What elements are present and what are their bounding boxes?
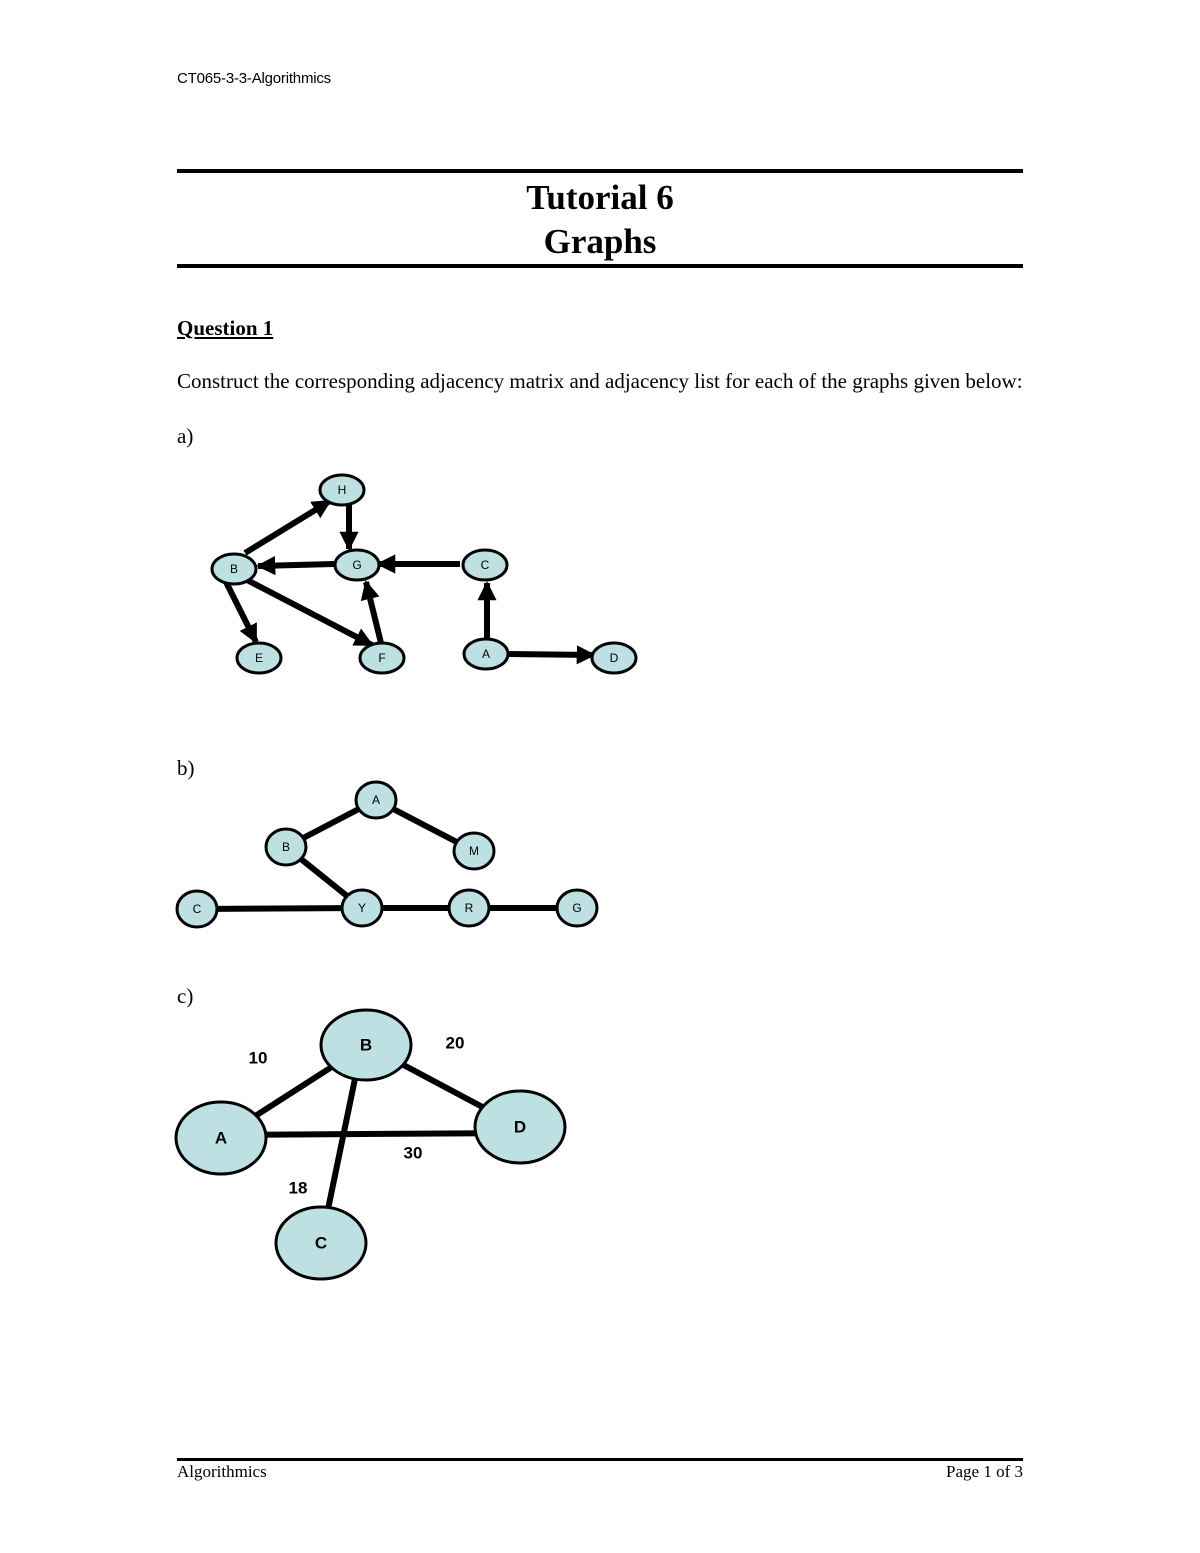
edge-a-B-F [247, 580, 372, 645]
footer-rule [177, 1458, 1023, 1461]
edge-a-B-H [245, 501, 330, 553]
node-b-M-label: M [469, 844, 479, 858]
question-heading: Question 1 [177, 316, 274, 340]
edge-a-F-G [366, 582, 381, 643]
node-a-A-label: A [481, 647, 491, 661]
node-a-C-label: C [480, 558, 490, 572]
node-a-H-label: H [337, 483, 347, 497]
graph-a [212, 475, 636, 673]
question-instruction: Construct the corresponding adjacency matrix and adjacency list for each of the graphs given below: [177, 369, 1023, 393]
node-a-G-label: G [352, 558, 362, 572]
footer-page-number: Page 1 of 3 [946, 1462, 1023, 1481]
node-c-A-label: A [214, 1128, 228, 1148]
graph-b [177, 782, 597, 927]
node-a-B-label: B [229, 562, 239, 576]
footer-course: Algorithmics [177, 1462, 267, 1481]
node-a-D-label: D [609, 651, 619, 665]
edge-b-C-Y [197, 908, 362, 909]
node-b-R-label: R [464, 901, 474, 915]
node-b-G-label: G [572, 901, 582, 915]
edge-a-A-D [508, 654, 594, 655]
graph-b-label: b) [177, 756, 195, 780]
tutorial-subtitle: Graphs [543, 222, 657, 261]
node-c-D-label: D [513, 1117, 527, 1137]
weight-c-B-D: 20 [445, 1033, 465, 1053]
edge-a-G-B [258, 564, 334, 566]
node-b-C-label: C [192, 902, 202, 916]
node-c-C-label: C [314, 1233, 328, 1253]
tutorial-title: Tutorial 6 [526, 178, 674, 217]
node-b-Y-label: Y [357, 901, 367, 915]
node-a-E-label: E [254, 651, 264, 665]
weight-c-A-D: 30 [403, 1143, 423, 1163]
weight-c-A-B: 10 [248, 1048, 268, 1068]
weight-c-B-C: 18 [288, 1178, 308, 1198]
node-b-A-label: A [371, 793, 381, 807]
node-c-B-label: B [359, 1035, 373, 1055]
node-a-F-label: F [378, 651, 386, 665]
graph-a-label: a) [177, 424, 194, 448]
graph-c [176, 1010, 565, 1279]
node-b-B-label: B [281, 840, 291, 854]
edge-a-B-E [226, 582, 256, 642]
course-header: CT065-3-3-Algorithmics [177, 70, 331, 87]
graph-c-label: c) [177, 984, 194, 1008]
